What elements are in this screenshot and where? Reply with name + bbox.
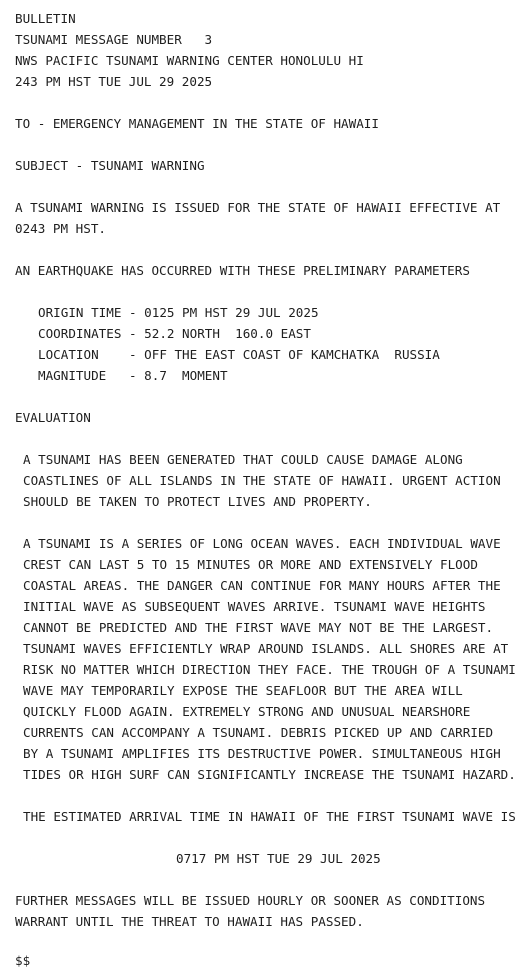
evaluation-paragraph-2-line: WAVE MAY TEMPORARILY EXPOSE THE SEAFLOOR BUT THE AREA WILL — [23, 683, 463, 698]
evaluation-paragraph-2-line: RISK NO MATTER WHICH DIRECTION THEY FACE. THE TROUGH OF A TSUNAMI — [23, 662, 516, 677]
coordinates-parameter: COORDINATES - 52.2 NORTH 160.0 EAST — [38, 326, 311, 341]
to-line: TO - EMERGENCY MANAGEMENT IN THE STATE OF HAWAII — [15, 116, 379, 131]
evaluation-heading: EVALUATION — [15, 410, 91, 425]
evaluation-paragraph-2-line: BY A TSUNAMI AMPLIFIES ITS DESTRUCTIVE POWER. SIMULTANEOUS HIGH — [23, 746, 501, 761]
evaluation-paragraph-2-line: CURRENTS CAN ACCOMPANY A TSUNAMI. DEBRIS PICKED UP AND CARRIED — [23, 725, 494, 740]
location-parameter: LOCATION - OFF THE EAST COAST OF KAMCHATKA RUSSIA — [38, 347, 440, 362]
evaluation-paragraph-2-line: COASTAL AREAS. THE DANGER CAN CONTINUE FOR MANY HOURS AFTER THE — [23, 578, 501, 593]
evaluation-paragraph-1-line: COASTLINES OF ALL ISLANDS IN THE STATE OF HAWAII. URGENT ACTION — [23, 473, 501, 488]
evaluation-paragraph-2-line: TSUNAMI WAVES EFFICIENTLY WRAP AROUND ISLANDS. ALL SHORES ARE AT — [23, 641, 509, 656]
message-trailer: $$ — [15, 953, 31, 968]
arrival-intro: THE ESTIMATED ARRIVAL TIME IN HAWAII OF THE FIRST TSUNAMI WAVE IS — [23, 809, 516, 824]
evaluation-paragraph-2-line: QUICKLY FLOOD AGAIN. EXTREMELY STRONG AND UNUSUAL NEARSHORE — [23, 704, 471, 719]
magnitude-parameter: MAGNITUDE - 8.7 MOMENT — [38, 368, 228, 383]
subject-line: SUBJECT - TSUNAMI WARNING — [15, 158, 205, 173]
bulletin-label: BULLETIN — [15, 11, 76, 26]
evaluation-paragraph-2-line: CANNOT BE PREDICTED AND THE FIRST WAVE MAY NOT BE THE LARGEST. — [23, 620, 494, 635]
warning-statement-line: A TSUNAMI WARNING IS ISSUED FOR THE STATE OF HAWAII EFFECTIVE AT — [15, 200, 501, 215]
issue-time: 243 PM HST TUE JUL 29 2025 — [15, 74, 213, 89]
issuing-center: NWS PACIFIC TSUNAMI WARNING CENTER HONOLULU HI — [15, 53, 364, 68]
evaluation-paragraph-2-line: CREST CAN LAST 5 TO 15 MINUTES OR MORE AND EXTENSIVELY FLOOD — [23, 557, 478, 572]
evaluation-paragraph-2-line: A TSUNAMI IS A SERIES OF LONG OCEAN WAVES. EACH INDIVIDUAL WAVE — [23, 536, 501, 551]
evaluation-paragraph-1-line: SHOULD BE TAKEN TO PROTECT LIVES AND PROPERTY. — [23, 494, 372, 509]
origin-time-parameter: ORIGIN TIME - 0125 PM HST 29 JUL 2025 — [38, 305, 319, 320]
arrival-time: 0717 PM HST TUE 29 JUL 2025 — [176, 851, 381, 866]
further-messages-line: FURTHER MESSAGES WILL BE ISSUED HOURLY OR SOONER AS CONDITIONS — [15, 893, 486, 908]
message-number: TSUNAMI MESSAGE NUMBER 3 — [15, 32, 213, 47]
evaluation-paragraph-2-line: TIDES OR HIGH SURF CAN SIGNIFICANTLY INCREASE THE TSUNAMI HAZARD. — [23, 767, 516, 782]
evaluation-paragraph-2-line: INITIAL WAVE AS SUBSEQUENT WAVES ARRIVE. TSUNAMI WAVE HEIGHTS — [23, 599, 486, 614]
warning-statement-line: 0243 PM HST. — [15, 221, 106, 236]
evaluation-paragraph-1-line: A TSUNAMI HAS BEEN GENERATED THAT COULD CAUSE DAMAGE ALONG — [23, 452, 463, 467]
further-messages-line: WARRANT UNTIL THE THREAT TO HAWAII HAS PASSED. — [15, 914, 364, 929]
earthquake-intro: AN EARTHQUAKE HAS OCCURRED WITH THESE PRELIMINARY PARAMETERS — [15, 263, 470, 278]
